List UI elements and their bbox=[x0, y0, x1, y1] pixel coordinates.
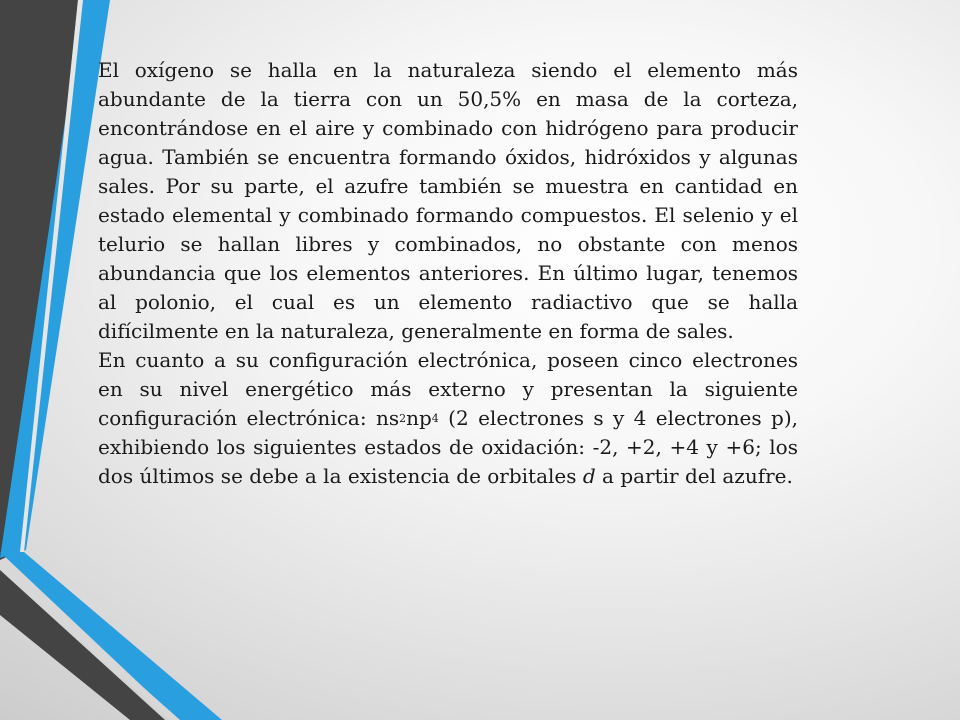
config-text-3: (2 electrones s y 4 electrones p), exhibiendo los siguientes estados de oxidación: -2, +2, +4 y +6; los dos últimos se debe a la existencia de orbitales bbox=[98, 406, 798, 488]
dark-diagonal-stripe bbox=[0, 570, 165, 720]
superscript-2: 2 bbox=[399, 412, 407, 425]
italic-d-orbital: d bbox=[582, 464, 596, 488]
superscript-4: 4 bbox=[431, 412, 439, 425]
slide-body bbox=[98, 56, 798, 491]
paragraph-occurrence: El oxígeno se halla en la naturaleza siendo el elemento más abundante de la tierra con un 50,5% en masa de la corteza, encontrándose en el aire y combinado con hidrógeno para producir agua. También se encuentra formando óxidos, hidróxidos y algunas sales. Por su parte, el azufre también se muestra en cantidad en estado elemental y combinado formando compuestos. El selenio y el telurio se hallan libres y combinados, no obstante con menos abundancia que los elementos anteriores. En último lugar, tenemos al polonio, el cual es un elemento radiactivo que se halla difícilmente en la naturaleza, generalmente en forma de sales. bbox=[98, 58, 798, 343]
config-text-1: En cuanto a su configuración electrónica, poseen cinco electrones en su nivel energético más externo y presentan la siguiente configuración electrónica: ns bbox=[98, 348, 798, 430]
light-diagonal-line bbox=[0, 560, 180, 720]
paragraph-electron-configuration bbox=[98, 346, 798, 491]
config-text-2: np bbox=[406, 406, 432, 430]
config-text-4: a partir del azufre. bbox=[595, 464, 793, 488]
